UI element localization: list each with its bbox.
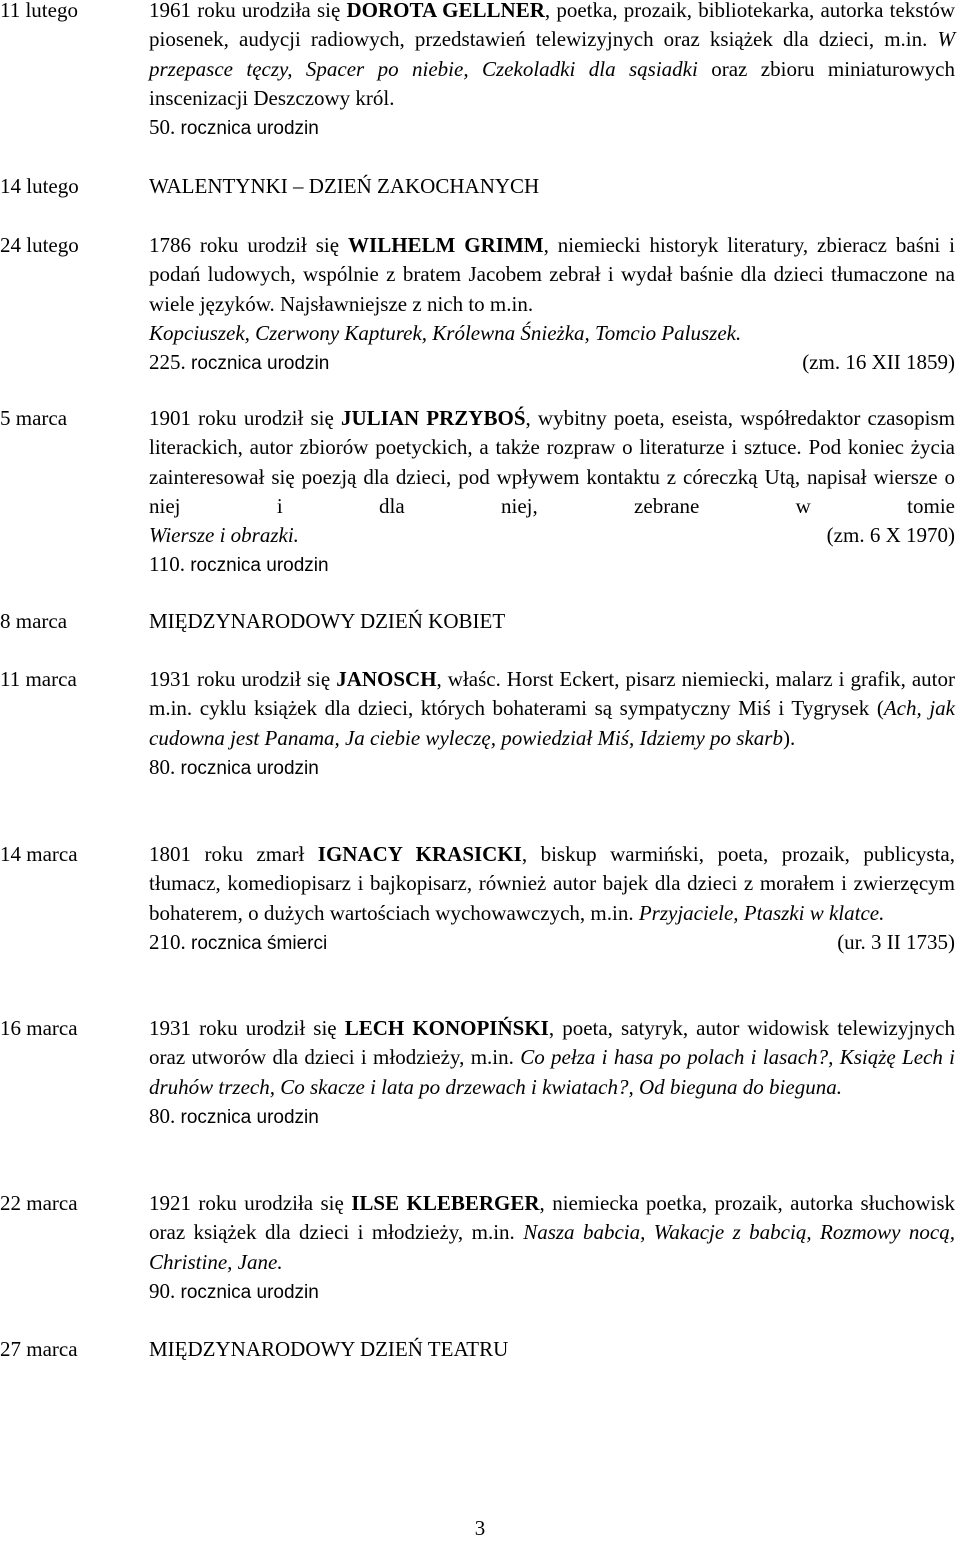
person-name: JANOSCH — [336, 667, 437, 691]
entry-body — [149, 1189, 955, 1307]
calendar-entry — [0, 607, 960, 636]
works-title: Kopciuszek, Czerwony Kapturek, Królewna Śnieżka, Tomcio Paluszek. — [149, 320, 742, 345]
entry-description: , wybitny poeta, eseista, współredaktor czasopism literackich, autor zbiorów poetyckich, a także rozpraw o literaturze i sztuce. Pod koniec życia zainteresował się poezją dla dzieci, pod wpływem kontaktu z córeczką Utą, napisał wiersze o niej i dla niej, zebrane w tomie — [149, 406, 955, 518]
entry-date: 27 marca — [0, 1337, 78, 1361]
entry-year-text: 1901 roku urodził się — [149, 406, 341, 430]
entry-date: 11 marca — [0, 667, 77, 691]
calendar-entry — [0, 840, 960, 958]
person-name: JULIAN PRZYBOŚ — [340, 406, 526, 430]
note-value: 3 II 1735) — [871, 929, 955, 954]
calendar-entry — [0, 665, 960, 783]
anniversary-line — [149, 348, 955, 378]
anniversary-line — [149, 1102, 955, 1132]
works-title: Przyjaciele, Ptaszki w klatce. — [638, 900, 885, 925]
entry-body — [149, 1335, 955, 1364]
anniversary-number: 50. — [149, 115, 181, 140]
anniversary-number: 110. — [149, 552, 191, 577]
calendar-entry — [0, 1014, 960, 1132]
entry-date: 11 lutego — [0, 0, 78, 22]
anniversary-number: 90. — [149, 1278, 181, 1303]
person-name: IGNACY KRASICKI — [317, 842, 522, 866]
entry-body — [149, 607, 955, 636]
holiday-heading: WALENTYNKI – DZIEŃ ZAKOCHANYCH — [149, 174, 540, 198]
person-name: DOROTA GELLNER — [346, 0, 545, 22]
works-line — [149, 521, 955, 550]
calendar-entry — [0, 404, 960, 581]
entry-body — [149, 665, 955, 783]
anniversary-label: rocznica urodzin — [191, 353, 330, 375]
entry-body — [149, 231, 955, 378]
entry-body — [149, 404, 955, 581]
anniversary-number: 80. — [149, 1103, 181, 1128]
works-title: Ach, jak cudowna jest Panama, Ja ciebie wyleczę, powiedział Miś, Idziemy po skarb — [149, 696, 955, 750]
entry-date: 14 marca — [0, 842, 78, 866]
entry-description: , biskup warmiński, poeta, prozaik, publicysta, tłumacz, komediopisarz i bajkopisarz, również autor bajek dla dzieci z morałem i zwierzęcym bohaterem, o dużych wartościach wychowawczych, m.in. — [149, 842, 955, 925]
entry-description-cont: ). — [782, 725, 796, 750]
anniversary-line — [149, 113, 955, 143]
entry-date: 22 marca — [0, 1191, 78, 1215]
anniversary-line — [149, 550, 955, 580]
entry-body — [149, 1014, 955, 1132]
anniversary-number: 80. — [149, 754, 181, 779]
entry-year-text: 1961 roku urodziła się — [149, 0, 347, 22]
note-prefix: (zm. — [802, 350, 846, 375]
anniversary-label: rocznica śmierci — [191, 932, 328, 954]
entry-description: , poetka, prozaik, bibliotekarka, autorka tekstów piosenek, audycji radiowych, przedstawień telewizyjnych oraz książek dla dzieci, m.in. — [149, 0, 955, 52]
entry-year-text: 1786 roku urodził się — [149, 233, 349, 257]
works-title: W przepasce tęczy, Spacer po niebie, Czekoladki dla sąsiadki — [149, 27, 955, 81]
entry-description: , niemiecka poetka, prozaik, autorka słuchowisk oraz książek dla dzieci i młodzieży, m.in. — [149, 1191, 956, 1245]
entry-year-text: 1801 roku zmarł — [149, 842, 318, 866]
entry-year-text: 1931 roku urodził się — [149, 667, 337, 691]
entry-description: , niemiecki historyk literatury, zbieracz baśni i podań ludowych, wspólnie z bratem Jacobem zebrał i wydał baśnie dla dzieci tłumaczone na wiele języków. Najsławniejsze z nich to m.in. — [149, 233, 955, 316]
note-prefix: (zm. — [826, 523, 870, 548]
anniversary-label: rocznica urodzin — [180, 118, 319, 140]
anniversary-number: 210. — [149, 929, 191, 954]
holiday-heading: MIĘDZYNARODOWY DZIEŃ KOBIET — [149, 609, 506, 633]
entry-date: 24 lutego — [0, 233, 79, 257]
anniversary-number: 225. — [149, 350, 191, 375]
calendar-entry — [0, 1335, 960, 1364]
works-title: Wiersze i obrazki. — [149, 523, 299, 548]
entry-body — [149, 0, 955, 143]
entry-body — [149, 840, 955, 958]
anniversary-label: rocznica urodzin — [180, 757, 319, 779]
entry-year-text: 1931 roku urodził się — [149, 1016, 345, 1040]
calendar-entry — [0, 1189, 960, 1307]
entry-description: , poeta, satyryk, autor widowisk telewizyjnych oraz utworów dla dzieci i młodzieży, m.in. — [149, 1016, 955, 1070]
note-prefix: (ur. — [837, 929, 872, 954]
anniversary-line — [149, 1277, 955, 1307]
page-number: 3 — [474, 1516, 486, 1540]
entry-date: 16 marca — [0, 1016, 78, 1040]
anniversary-label: rocznica urodzin — [180, 1281, 319, 1303]
entry-date: 8 marca — [0, 609, 68, 633]
person-name: WILHELM GRIMM — [348, 233, 544, 257]
note-value: 16 XII 1859) — [845, 350, 955, 375]
calendar-entry — [0, 231, 960, 378]
person-name: ILSE KLEBERGER — [351, 1191, 540, 1215]
calendar-entry — [0, 172, 960, 201]
entry-description-cont: oraz zbioru miniaturowych inscenizacji — [149, 56, 956, 110]
anniversary-label: rocznica urodzin — [180, 1106, 319, 1128]
entry-date: 14 lutego — [0, 174, 79, 198]
anniversary-line — [149, 928, 955, 958]
works-title-plain: Deszczowy król. — [253, 85, 395, 110]
entry-year-text: 1921 roku urodziła się — [149, 1191, 352, 1215]
death-date-note — [802, 348, 955, 378]
entry-date: 5 marca — [0, 406, 68, 430]
holiday-heading: MIĘDZYNARODOWY DZIEŃ TEATRU — [149, 1337, 509, 1361]
calendar-entry — [0, 0, 960, 143]
person-name: LECH KONOPIŃSKI — [344, 1016, 549, 1040]
death-date-note — [827, 521, 955, 550]
anniversary-line — [149, 753, 955, 783]
note-value: 6 X 1970) — [869, 523, 955, 548]
birth-date-note — [837, 928, 955, 958]
works-title: Co pełza i hasa po polach i lasach?, Książę Lech i druhów trzech, Co skacze i lata po drzewach i kwiatach?, Od bieguna do bieguna. — [149, 1045, 956, 1099]
works-title: Nasza babcia, Wakacje z babcią, Rozmowy nocą, Christine, Jane. — [149, 1220, 955, 1274]
entry-description: , właśc. Horst Eckert, pisarz niemiecki, malarz i grafik, autor m.in. cyklu książek dla dzieci, których bohaterami są sympatyczny Miś i Tygrysek ( — [149, 667, 955, 721]
anniversary-label: rocznica urodzin — [190, 555, 329, 577]
entry-body — [149, 172, 955, 201]
